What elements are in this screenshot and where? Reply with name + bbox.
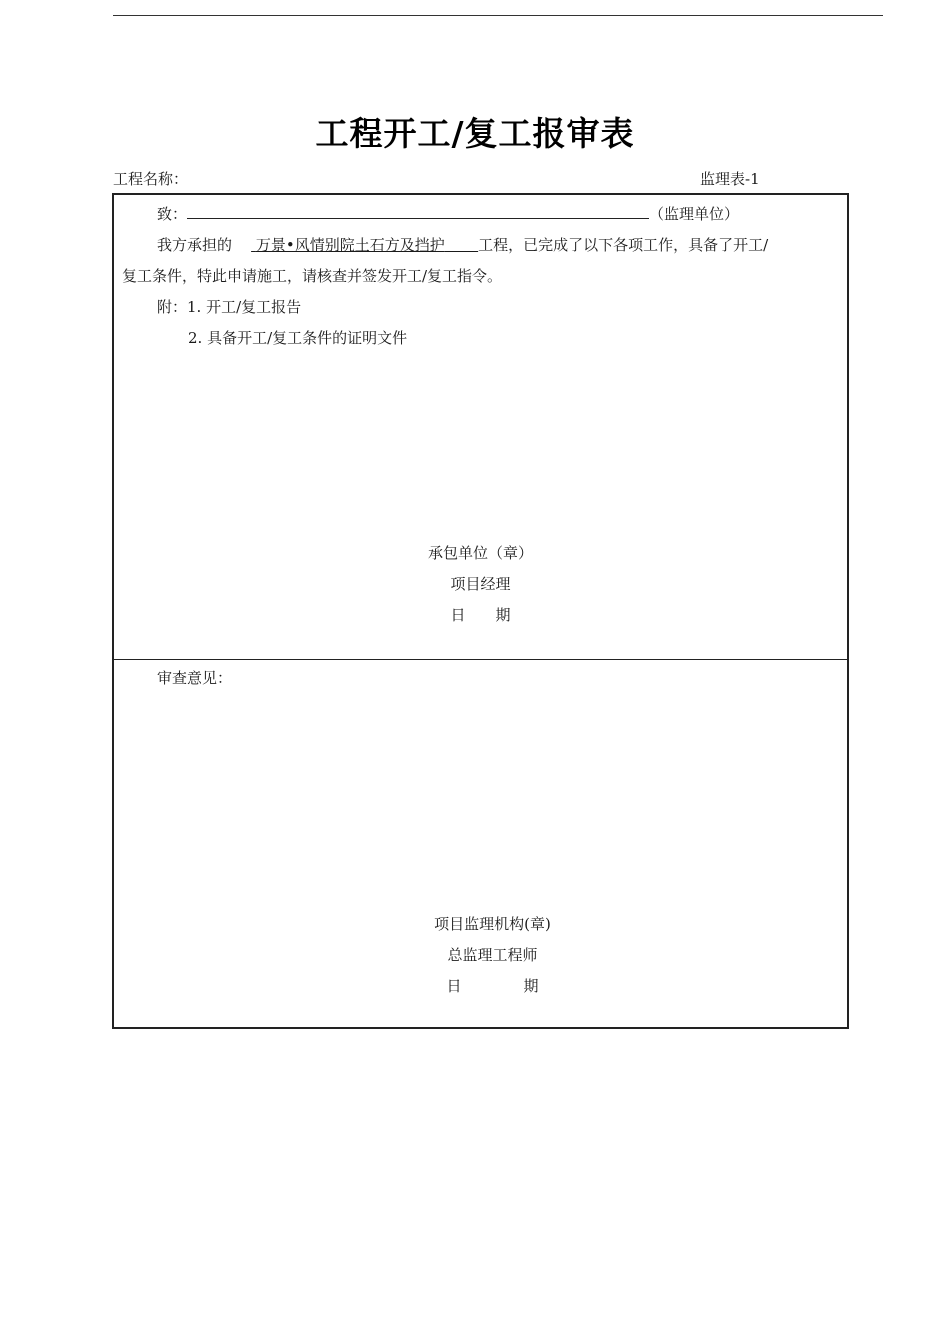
chief-engineer-label: 总监理工程师 [447, 946, 538, 964]
addressee-row [157, 203, 739, 224]
body-suffix: 工程，已完成了以下各项工作，具备了开工/ [478, 236, 769, 254]
contractor-seal: 承包单位（章） [427, 544, 533, 562]
supervision-seal: 项目监理机构(章) [434, 915, 551, 933]
project-manager-label: 项目经理 [450, 575, 511, 593]
body-line-2: 复工条件，特此申请施工，请核查并签发开工/复工指令。 [122, 267, 503, 285]
to-label: 致： [157, 205, 188, 223]
section-divider [114, 659, 847, 660]
form-table [112, 193, 849, 1029]
attachment-2: 2. 具备开工/复工条件的证明文件 [188, 329, 408, 347]
body-line-1 [157, 234, 768, 255]
page-title: 工程开工/复工报审表 [315, 114, 635, 153]
project-name-label: 工程名称： [113, 170, 189, 188]
addressee-blank[interactable] [187, 204, 649, 219]
review-opinion-label: 审查意见： [157, 669, 233, 687]
review-date: 日 期 [446, 977, 539, 995]
to-suffix: （监理单位） [649, 205, 740, 223]
attachment-1: 附：1. 开工/复工报告 [157, 298, 302, 316]
project-name-value: 万景•风情别院土石方及挡护 [255, 236, 445, 254]
body-prefix: 我方承担的 [157, 236, 233, 254]
header-rule [113, 15, 883, 16]
form-code: 监理表-1 [700, 170, 760, 188]
application-date: 日 期 [450, 606, 511, 624]
